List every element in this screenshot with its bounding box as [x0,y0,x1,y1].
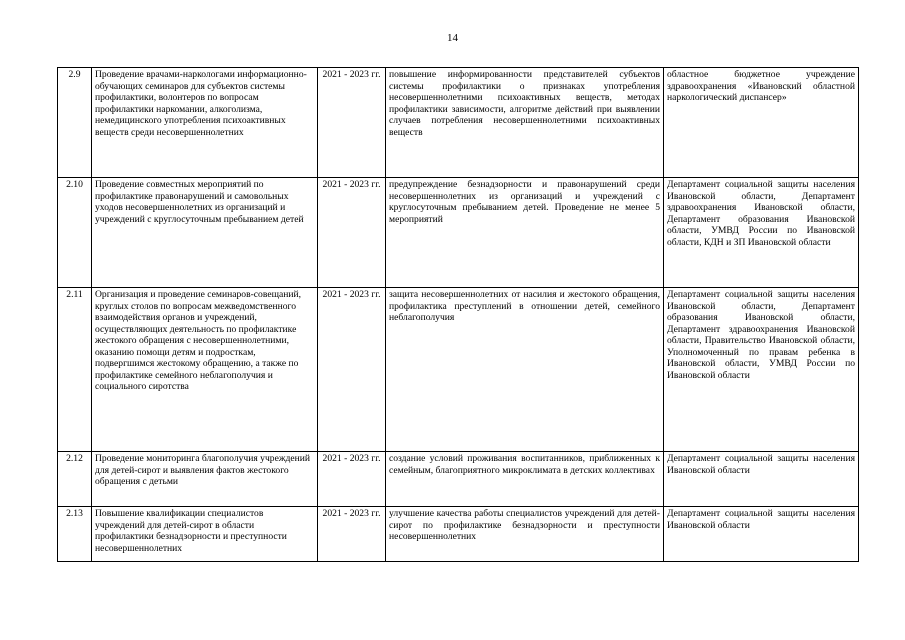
responsible: Департамент социальной защиты населения Ивановской области [664,452,859,507]
row-number: 2.10 [58,178,92,288]
table-row [58,452,859,507]
expected-result: улучшение качества работы специалистов учреждений для детей-сирот по профилактике безнадзорности и преступности несовершеннолетних [386,507,664,562]
period: 2021 - 2023 гг. [318,178,386,288]
row-number: 2.9 [58,68,92,178]
responsible: областное бюджетное учреждение здравоохранения «Ивановский областной наркологический диспансер» [664,68,859,178]
measure-name: Повышение квалификации специалистов учреждений для детей-сирот в области профилактики безнадзорности и преступности несовершеннолетних [92,507,318,562]
period: 2021 - 2023 гг. [318,288,386,452]
table-row [58,507,859,562]
measures-table [57,67,859,562]
table-row [58,288,859,452]
table-row [58,178,859,288]
responsible: Департамент социальной защиты населения Ивановской области [664,507,859,562]
responsible: Департамент социальной защиты населения Ивановской области, Департамент образования Ивановской области, Департамент здравоохранения Ивановской области, Правительство Ивановской области, Уполномоченный по правам ребенка в Ивановской области, УМВД России по Ивановской области [664,288,859,452]
row-number: 2.11 [58,288,92,452]
expected-result: повышение информированности представителей субъектов системы профилактики о признаках употребления несовершеннолетними психоактивных веществ, методах профилактики зависимости, алгоритме действий при выявлении случаев потребления несовершеннолетними психоактивных веществ [386,68,664,178]
responsible: Департамент социальной защиты населения Ивановской области, Департамент здравоохранения Ивановской области, Департамент образования Ивановской области, УМВД России по Ивановской области, КДН и ЗП Ивановской области [664,178,859,288]
period: 2021 - 2023 гг. [318,68,386,178]
expected-result: предупреждение безнадзорности и правонарушений среди несовершеннолетних из организаций и учреждений с круглосуточным пребыванием детей. Проведение не менее 5 мероприятий [386,178,664,288]
row-number: 2.13 [58,507,92,562]
table-row [58,68,859,178]
measure-name: Проведение совместных мероприятий по профилактике правонарушений и самовольных уходов несовершеннолетних из организаций и учреждений с круглосуточным пребыванием детей [92,178,318,288]
period: 2021 - 2023 гг. [318,507,386,562]
measure-name: Проведение врачами-наркологами информационно-обучающих семинаров для субъектов системы профилактики, волонтеров по вопросам профилактики наркомании, алкоголизма, немедицинского употребления психоактивных веществ среди несовершеннолетних [92,68,318,178]
measure-name: Проведение мониторинга благополучия учреждений для детей-сирот и выявления фактов жестокого обращения с детьми [92,452,318,507]
expected-result: защита несовершеннолетних от насилия и жестокого обращения, профилактика преступлений в отношении детей, семейного неблагополучия [386,288,664,452]
expected-result: создание условий проживания воспитанников, приближенных к семейным, благоприятного микроклимата в детских коллективах [386,452,664,507]
period: 2021 - 2023 гг. [318,452,386,507]
row-number: 2.12 [58,452,92,507]
measure-name: Организация и проведение семинаров-совещаний, круглых столов по вопросам межведомственного взаимодействия органов и учреждений, осуществляющих деятельность по профилактике жестокого обращения с несовершеннолетними, оказанию помощи детям и подросткам, подвергшимся жестокому обращению, а также по профилактике семейного неблагополучия и социального сиротства [92,288,318,452]
page-number: 14 [447,32,458,44]
